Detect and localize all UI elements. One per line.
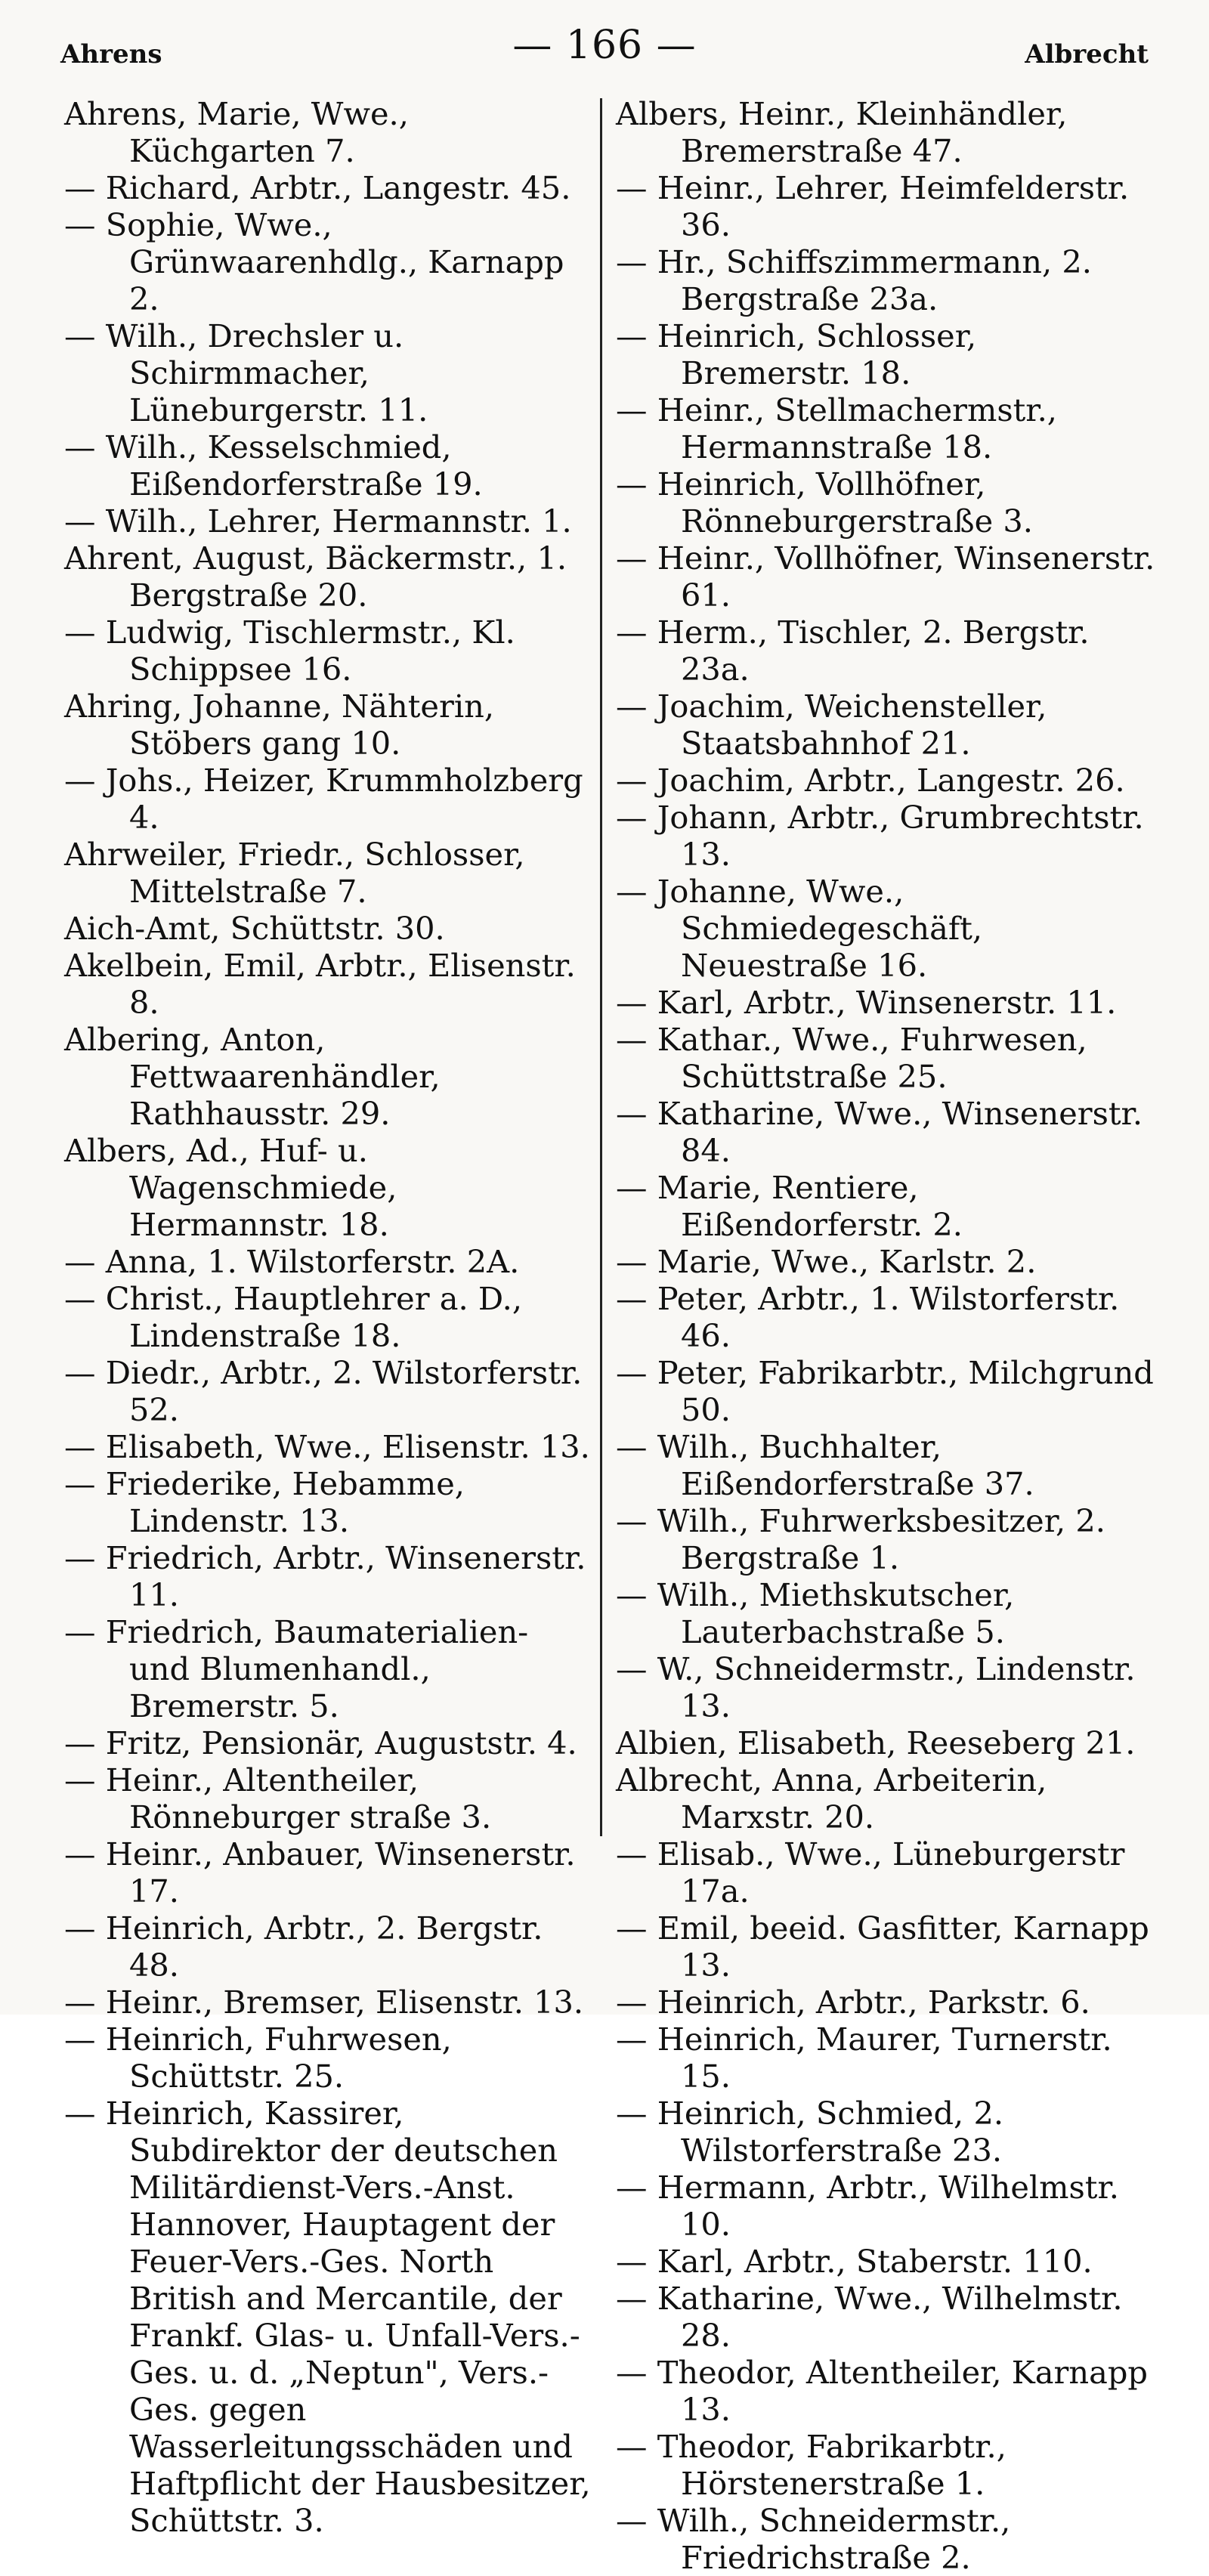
directory-entry: — Richard, Arbtr., Langestr. 45.	[64, 169, 571, 206]
directory-entry: — Wilh., Lehrer, Hermannstr. 1.	[64, 503, 572, 540]
directory-entry: Aich-Amt, Schüttstr. 30.	[64, 910, 445, 947]
directory-entry: — Fritz, Pensionär, Auguststr. 4.	[64, 1724, 577, 1761]
directory-entry: — Karl, Arbtr., Winsenerstr. 11.	[616, 984, 1117, 1021]
directory-entry: — Heinrich, Arbtr., 2. Bergstr. 48.	[64, 1910, 543, 1984]
directory-entry: — Johanne, Wwe., Schmiedegeschäft, Neuestraße 16.	[616, 873, 983, 984]
page-number: — 166 —	[512, 23, 697, 68]
directory-entry: Akelbein, Emil, Arbtr., Elisenstr. 8.	[64, 947, 576, 1021]
directory-entry: Ahrent, August, Bäckermstr., 1. Bergstraße 20.	[64, 540, 567, 614]
directory-entry: — Peter, Fabrikarbtr., Milchgrund 50.	[616, 1354, 1154, 1428]
directory-entry: — Anna, 1. Wilstorferstr. 2A.	[64, 1243, 520, 1280]
directory-entry: Albering, Anton, Fettwaarenhändler, Rathhausstr. 29.	[64, 1021, 441, 1132]
directory-entry: Albers, Heinr., Kleinhändler, Bremerstraße 47.	[616, 95, 1068, 169]
directory-entry: — Elisabeth, Wwe., Elisenstr. 13.	[64, 1428, 590, 1465]
right-column	[616, 95, 1156, 2576]
directory-entry: — Elisab., Wwe., Lüneburgerstr 17a.	[616, 1835, 1125, 1910]
directory-entry: — Heinr., Bremser, Elisenstr. 13.	[64, 1984, 584, 2021]
directory-entry: — Wilh., Schneidermstr., Friedrichstraße 2.	[616, 2502, 1011, 2576]
directory-entry: — Heinr., Lehrer, Heimfelderstr. 36.	[616, 169, 1130, 243]
directory-entry: Ahrens, Marie, Wwe., Küchgarten 7.	[64, 95, 409, 169]
directory-entry: Albers, Ad., Huf- u. Wagenschmiede, Hermannstr. 18.	[64, 1132, 397, 1243]
directory-entry: — Heinrich, Schlosser, Bremerstr. 18.	[616, 317, 977, 391]
directory-entry: — Heinrich, Maurer, Turnerstr. 15.	[616, 2021, 1112, 2095]
directory-entry: Albien, Elisabeth, Reeseberg 21.	[616, 1724, 1136, 1761]
directory-entry: — Heinrich, Vollhöfner, Rönneburgerstraße 3.	[616, 465, 1033, 540]
directory-entry: — W., Schneidermstr., Lindenstr. 13.	[616, 1650, 1136, 1724]
directory-entry: — Marie, Rentiere, Eißendorferstr. 2.	[616, 1169, 963, 1243]
directory-entry: — Joachim, Arbtr., Langestr. 26.	[616, 762, 1125, 799]
left-column	[64, 95, 593, 2539]
directory-entry: — Kathar., Wwe., Fuhrwesen, Schüttstraße 25.	[616, 1021, 1087, 1095]
directory-entry: — Johs., Heizer, Krummholzberg 4.	[64, 762, 583, 836]
directory-entry: — Wilh., Drechsler u. Schirmmacher, Lüneburgerstr. 11.	[64, 317, 428, 428]
directory-entry: Ahrweiler, Friedr., Schlosser, Mittelstraße 7.	[64, 836, 525, 910]
directory-entry: — Friederike, Hebamme, Lindenstr. 13.	[64, 1465, 465, 1539]
directory-entry: — Katharine, Wwe., Winsenerstr. 84.	[616, 1095, 1143, 1169]
directory-entry: — Hr., Schiffszimmermann, 2. Bergstraße 23a.	[616, 243, 1092, 317]
directory-entry: — Wilh., Fuhrwerksbesitzer, 2. Bergstraße 1.	[616, 1502, 1105, 1576]
directory-entry: — Heinr., Vollhöfner, Winsenerstr. 61.	[616, 540, 1155, 614]
directory-entry: — Karl, Arbtr., Staberstr. 110.	[616, 2243, 1093, 2280]
directory-entry: — Wilh., Buchhalter, Eißendorferstraße 37.	[616, 1428, 1034, 1502]
directory-entry: — Marie, Wwe., Karlstr. 2.	[616, 1243, 1037, 1280]
column-divider	[600, 98, 602, 1836]
directory-entry: — Wilh., Miethskutscher, Lauterbachstraße 5.	[616, 1576, 1015, 1650]
directory-entry: — Katharine, Wwe., Wilhelmstr. 28.	[616, 2280, 1123, 2354]
directory-entry: — Peter, Arbtr., 1. Wilstorferstr. 46.	[616, 1280, 1120, 1354]
directory-entry: — Friedrich, Arbtr., Winsenerstr. 11.	[64, 1539, 586, 1613]
directory-entry: — Joachim, Weichensteller, Staatsbahnhof 21.	[616, 688, 1047, 762]
directory-entry: — Sophie, Wwe., Grünwaarenhdlg., Karnapp 2.	[64, 206, 564, 317]
directory-entry: — Johann, Arbtr., Grumbrechtstr. 13.	[616, 799, 1144, 873]
directory-entry: — Heinr., Altentheiler, Rönneburger straße 3.	[64, 1761, 492, 1835]
directory-entry: Ahring, Johanne, Nähterin, Stöbers gang 10.	[64, 688, 495, 762]
directory-entry: — Ludwig, Tischlermstr., Kl. Schippsee 16.	[64, 614, 515, 688]
running-head-right: Albrecht	[1025, 39, 1149, 70]
directory-entry: — Heinr., Anbauer, Winsenerstr. 17.	[64, 1835, 576, 1910]
directory-entry: — Herm., Tischler, 2. Bergstr. 23a.	[616, 614, 1090, 688]
directory-entry: — Heinrich, Schmied, 2. Wilstorferstraße 23.	[616, 2095, 1004, 2169]
directory-entry: — Friedrich, Baumaterialien- und Blumenhandl., Bremerstr. 5.	[64, 1613, 529, 1724]
directory-entry: — Christ., Hauptlehrer a. D., Lindenstraße 18.	[64, 1280, 523, 1354]
directory-entry: — Heinr., Stellmachermstr., Hermannstraße 18.	[616, 391, 1057, 465]
directory-entry: — Heinrich, Arbtr., Parkstr. 6.	[616, 1984, 1090, 2021]
directory-entry: — Hermann, Arbtr., Wilhelmstr. 10.	[616, 2169, 1119, 2243]
directory-entry: — Wilh., Kesselschmied, Eißendorferstraße 19.	[64, 428, 483, 503]
directory-entry: — Diedr., Arbtr., 2. Wilstorferstr. 52.	[64, 1354, 583, 1428]
directory-entry: — Emil, beeid. Gasfitter, Karnapp 13.	[616, 1910, 1149, 1984]
directory-entry: Albrecht, Anna, Arbeiterin, Marxstr. 20.	[616, 1761, 1047, 1835]
running-head-left: Ahrens	[60, 39, 162, 70]
page-header	[60, 23, 1149, 68]
directory-entry: — Heinrich, Fuhrwesen, Schüttstr. 25.	[64, 2021, 452, 2095]
directory-entry: — Theodor, Altentheiler, Karnapp 13.	[616, 2354, 1148, 2428]
directory-entry: — Heinrich, Kassirer, Subdirektor der deutschen Militärdienst-Vers.-Anst. Hannover, Hauptagent der Feuer-Vers.-Ges. North British and Mercantile, der Frankf. Glas- u. Unfall-Vers.-Ges. u. d. „Neptun", Vers.-Ges. gegen Wasserleitungsschäden und Haftpflicht der Hausbesitzer, Schüttstr. 3.	[64, 2095, 591, 2539]
directory-entry: — Theodor, Fabrikarbtr., Hörstenerstraße 1.	[616, 2428, 1006, 2502]
